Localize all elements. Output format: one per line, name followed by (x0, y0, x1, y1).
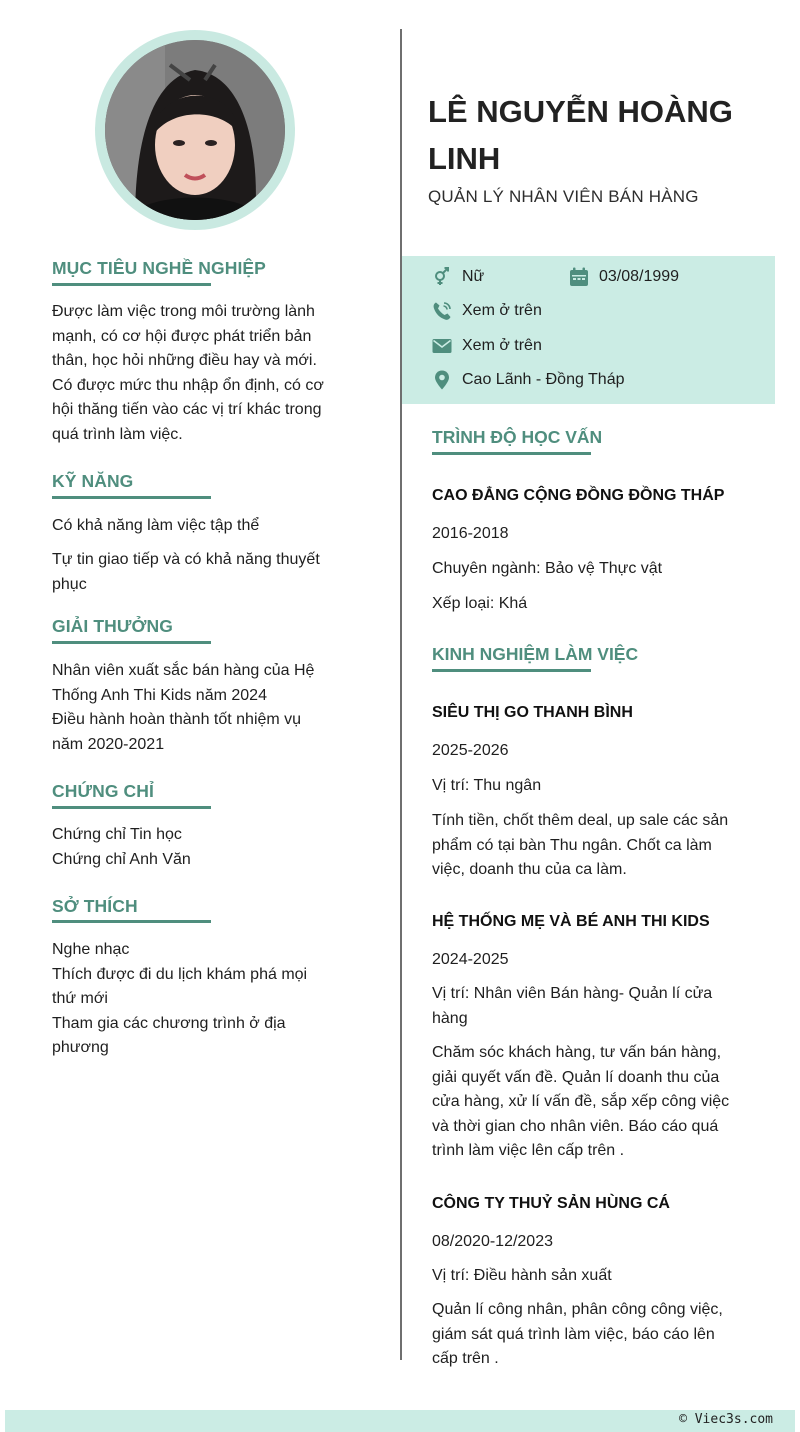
awards-line: năm 2020-2021 (52, 735, 165, 753)
skills-item: Có khả năng làm việc tập thể (52, 517, 260, 534)
education-major: Chuyên ngành: Bảo vệ Thực vật (432, 560, 663, 577)
phone-value: Xem ở trên (462, 302, 542, 319)
job-desc-line: cửa hàng, xử lí vấn đề, sắp xếp công việc (432, 1093, 730, 1111)
phone-icon (432, 301, 452, 321)
job-description (432, 1041, 750, 1164)
phone-item (432, 301, 542, 321)
job-desc-line: và thời gian cho nhân viên. Báo cáo quá (432, 1117, 719, 1135)
objective-line: Được làm việc trong môi trường lành (52, 303, 315, 320)
education-grade: Xếp loại: Khá (432, 595, 528, 612)
name-line: LINH (428, 141, 501, 176)
job-position: Vị trí: Thu ngân (432, 777, 542, 794)
job-desc-line: trình làm việc lên cấp trên . (432, 1142, 625, 1160)
footer-bar (5, 1410, 795, 1432)
job-years: 08/2020-12/2023 (432, 1233, 553, 1250)
experience-underline (432, 669, 591, 672)
gender-item (432, 267, 484, 287)
awards-line: Điều hành hoàn thành tốt nhiệm vụ (52, 711, 302, 729)
job-desc-line: Tính tiền, chốt thêm deal, up sale các sản (432, 812, 729, 829)
objective-line: thân, học hỏi những điều hay và mới. (52, 352, 317, 370)
education-title: TRÌNH ĐỘ HỌC VẤN (432, 427, 603, 447)
avatar (105, 40, 285, 220)
job-company: HỆ THỐNG MẸ VÀ BÉ ANH THI KIDS (432, 913, 710, 930)
certificate-item: Chứng chỉ Anh Văn (52, 850, 191, 868)
hobbies-underline (52, 920, 211, 923)
job-years: 2025-2026 (432, 742, 509, 759)
skills-item (52, 548, 352, 597)
awards-text (52, 659, 352, 757)
skills-line: phục (52, 575, 87, 593)
certificates-text (52, 823, 352, 872)
avatar-photo (105, 40, 285, 220)
hobbies-text (52, 938, 352, 1061)
birthdate-value: 03/08/1999 (599, 268, 680, 285)
certificates-title: CHỨNG CHỈ (52, 781, 154, 801)
email-icon (432, 336, 452, 356)
job-position (432, 982, 750, 1031)
experience-title: KINH NGHIỆM LÀM VIỆC (432, 644, 639, 664)
gender-icon (432, 267, 452, 287)
certificate-item: Chứng chỉ Tin học (52, 826, 182, 843)
job-position: Vị trí: Điều hành sản xuất (432, 1267, 612, 1284)
job-position-line: hàng (432, 1009, 468, 1027)
awards-title: GIẢI THƯỞNG (52, 616, 173, 636)
certificates-underline (52, 806, 211, 809)
objective-text (52, 300, 352, 448)
job-company: SIÊU THỊ GO THANH BÌNH (432, 704, 633, 721)
skills-underline (52, 496, 211, 499)
objective-line: Có được mức thu nhập ổn định, có cơ (52, 376, 324, 394)
job-desc-line: giám sát quá trình làm việc, báo cáo lên (432, 1325, 715, 1343)
job-desc-line: phẩm có tại bàn Thu ngân. Chốt ca làm (432, 836, 712, 854)
job-desc-line: giải quyết vấn đề. Quản lí doanh thu của (432, 1068, 720, 1086)
name-line: LÊ NGUYỄN HOÀNG (428, 94, 733, 129)
address-value: Cao Lãnh - Đồng Tháp (462, 371, 625, 388)
candidate-role: QUẢN LÝ NHÂN VIÊN BÁN HÀNG (428, 187, 699, 206)
email-value: Xem ở trên (462, 337, 542, 354)
job-years: 2024-2025 (432, 951, 509, 968)
map-pin-icon (432, 370, 452, 390)
education-underline (432, 452, 591, 455)
calendar-icon (569, 267, 589, 287)
job-description (432, 1298, 750, 1372)
candidate-name (428, 88, 768, 182)
skills-line: Tự tin giao tiếp và có khả năng thuyết (52, 551, 320, 568)
objective-line: quá trình làm việc. (52, 425, 183, 443)
hobby-line: Thích được đi du lịch khám phá mọi (52, 965, 308, 983)
awards-underline (52, 641, 211, 644)
job-description (432, 809, 750, 883)
objective-line: hội thăng tiến vào các vị trí khác trong (52, 401, 322, 419)
job-company: CÔNG TY THUỶ SẢN HÙNG CÁ (432, 1195, 670, 1212)
hobby-line: thứ mới (52, 990, 108, 1008)
awards-line: Nhân viên xuất sắc bán hàng của Hệ (52, 662, 315, 679)
job-position-line: Vị trí: Nhân viên Bán hàng- Quản lí cửa (432, 985, 713, 1002)
address-item (432, 370, 624, 390)
column-divider (400, 29, 402, 1360)
job-desc-line: cấp trên . (432, 1350, 499, 1368)
birthdate-item (569, 267, 679, 287)
gender-value: Nữ (462, 268, 485, 285)
objective-line: mạnh, có cơ hội được phát triển bản (52, 327, 312, 345)
hobby-line: phương (52, 1039, 109, 1057)
objective-title: MỤC TIÊU NGHỀ NGHIỆP (52, 258, 266, 278)
hobby-line: Tham gia các chương trình ở địa (52, 1014, 286, 1032)
skills-title: KỸ NĂNG (52, 471, 134, 491)
hobbies-title: SỞ THÍCH (52, 896, 138, 916)
education-years: 2016-2018 (432, 525, 509, 542)
email-item (432, 336, 542, 356)
job-desc-line: việc, doanh thu của ca làm. (432, 861, 627, 879)
hobby-line: Nghe nhạc (52, 941, 130, 958)
job-desc-line: Quản lí công nhân, phân công công việc, (432, 1301, 723, 1318)
footer-credit: © Viec3s.com (679, 1412, 773, 1427)
job-desc-line: Chăm sóc khách hàng, tư vấn bán hàng, (432, 1044, 722, 1061)
school-name: CAO ĐẲNG CỘNG ĐỒNG ĐỒNG THÁP (432, 487, 725, 504)
awards-line: Thống Anh Thi Kids năm 2024 (52, 686, 267, 704)
objective-underline (52, 283, 211, 286)
